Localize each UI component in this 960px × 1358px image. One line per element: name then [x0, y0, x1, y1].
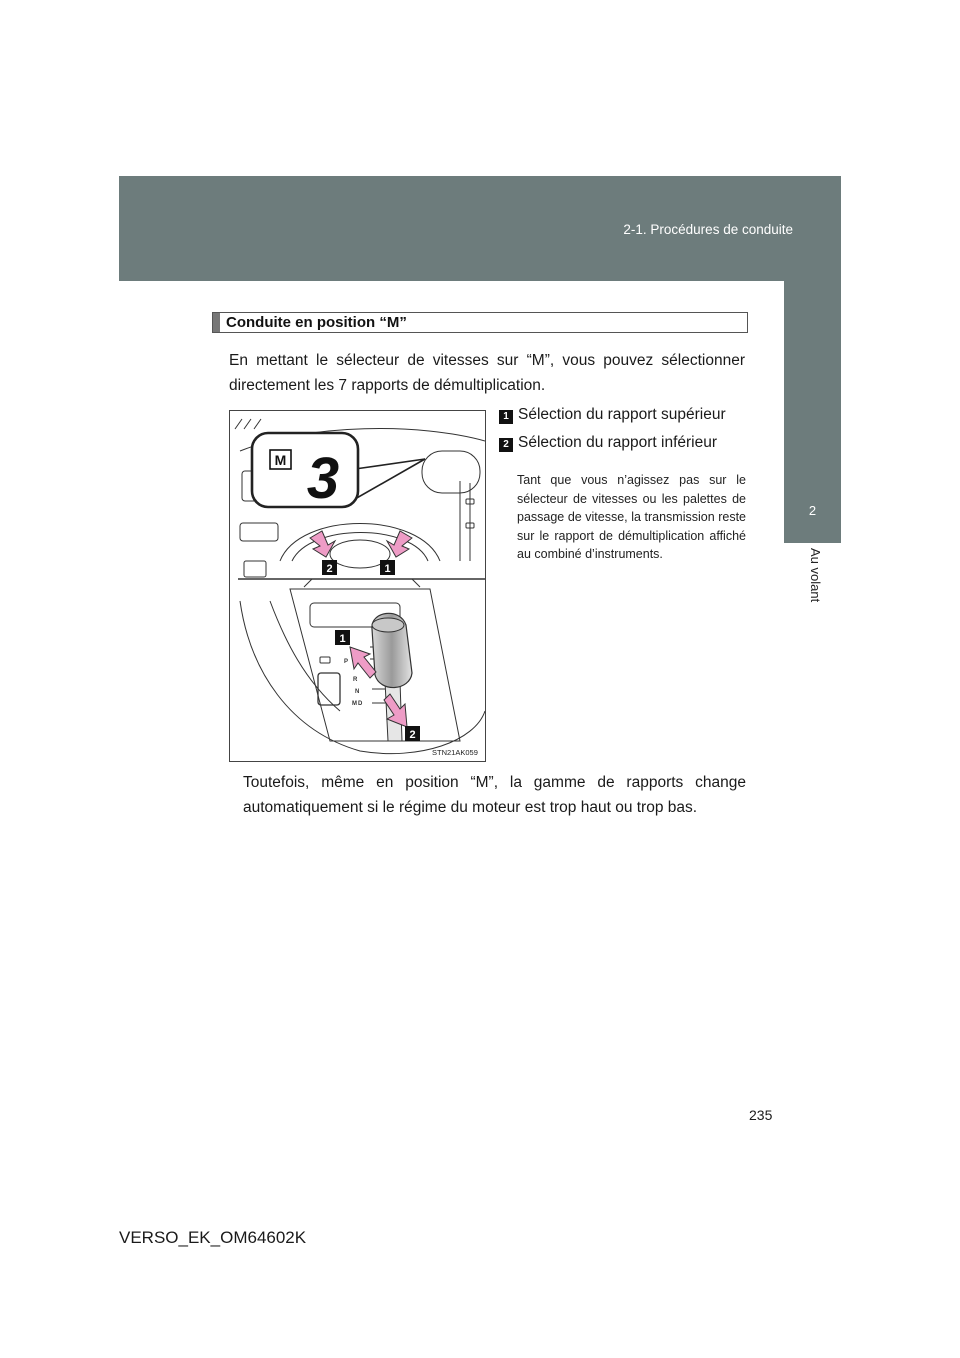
step-label: Sélection du rapport supérieur [518, 406, 726, 423]
gate-label-n: N [355, 689, 360, 695]
callout-upshift-paddle: 1 [384, 563, 391, 575]
chapter-tab-label: Au volant [808, 548, 823, 603]
step-number: 1 [499, 410, 513, 424]
downshift-paddle-arrow [310, 531, 335, 557]
step-item [499, 405, 749, 433]
step-label: Sélection du rapport inférieur [518, 434, 718, 451]
chapter-tab-number: 2 [808, 503, 817, 518]
steps-list [499, 405, 749, 461]
upshift-lever-arrow [350, 647, 376, 678]
section-header [212, 312, 748, 333]
console-drawing [240, 589, 485, 754]
paddle-arrows [310, 531, 412, 557]
gate-label-d: D [358, 701, 363, 707]
indicator-gear-digit: 3 [306, 446, 340, 511]
note-paragraph: Tant que vous n’agissez pas sur le sélecteur de vitesses ou les palettes de passage de vitesse, la transmission reste sur le rapport de démultiplication affiché au combiné d’instruments. [517, 473, 746, 561]
section-title: Conduite en position “M” [226, 314, 407, 331]
step-number: 2 [499, 438, 513, 452]
gear-indicator-bubble [252, 433, 425, 511]
callout-upshift-lever: 1 [339, 633, 346, 645]
gate-label-r: R [353, 677, 358, 683]
indicator-mode-letter: M [274, 452, 287, 468]
outro-paragraph: Toutefois, même en position “M”, la gamme de rapports change automatiquement si le régime du moteur est trop haut ou trop bas. [243, 774, 746, 816]
step-item [499, 433, 749, 461]
callout-downshift-lever: 2 [409, 729, 416, 741]
section-marker [213, 313, 220, 332]
gate-label-m: M [352, 701, 357, 707]
header-title: 2-1. Procédures de conduite [623, 222, 793, 237]
upshift-paddle-arrow [387, 531, 412, 557]
illustration-svg [230, 411, 485, 761]
document-code: VERSO_EK_OM64602K [119, 1228, 307, 1247]
intro-paragraph: En mettant le sélecteur de vitesses sur “M”, vous pouvez sélectionner directement les 7 rapports de démultiplication. [229, 352, 745, 394]
figure-code: STN21AK059 [432, 748, 478, 757]
callout-downshift-paddle: 2 [326, 563, 333, 575]
header-band [119, 176, 841, 281]
chapter-tab[interactable] [784, 281, 841, 543]
shift-illustration [229, 410, 486, 762]
gate-label-p: P [344, 659, 349, 665]
page-number: 235 [749, 1107, 773, 1123]
